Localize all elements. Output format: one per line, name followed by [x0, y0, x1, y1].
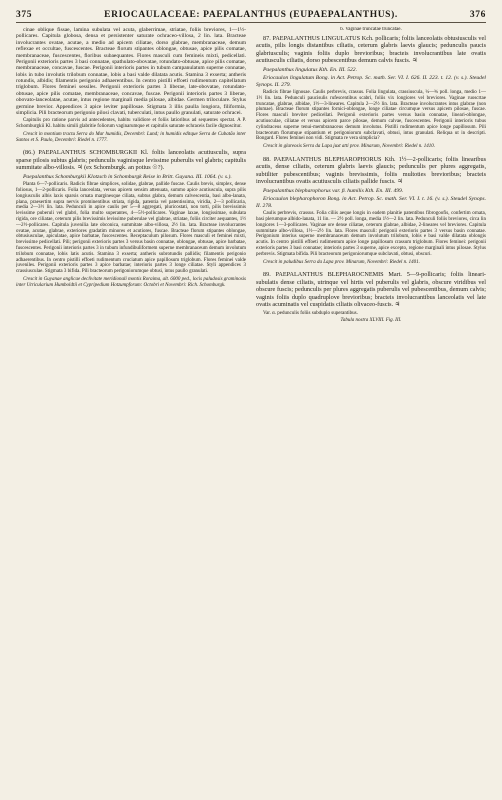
species-heading-87: 87. PAEPALANTHUS LINGULATUS Kch. pollicaris; foliis lanceolatis obtusiusculis vel acutis, pilis longis distantibus ciliatis, ceterum glabris laevis glaucis; pedunculis paucis glabriusculis; vaginis foliis duplo brevioribus; bracteis involucrantibus late ovatis acutiusculis ciliatis, dorso pubescentibus demum calvis fuscis. ♃ — [256, 34, 486, 65]
subsection-heading: b. Vaginae truncatae truncatae. — [340, 27, 402, 32]
species-heading-89: 89. PAEPALANTHUS BLEPHAROCNEMIS Mart. 5—9-pollicaris; foliis lineari-subulatis dense ciliatis, utrinque vel hirtis vel puberulis vel glabris, obscure viridibus vel obscure fuscis; pedunculis per plures aggregatis puberulis vel pubescentibus, demum calvis; vaginis foliis duplo quadruplove brevioribus; bracteis involucrantibus lanceolatis vel late ovatis acuminatis vel cuspidatis ciliatis olivaceo-fuscis. ♃ — [256, 271, 486, 309]
species-locality-88: Crescit in paludibus Serra da Lapa prov. Minarum, Novembri: Riedel n. 1401. — [263, 259, 420, 265]
right-column — [256, 27, 486, 795]
species-heading-86: (86.) PAEPALANTHUS SCHOMBURGKII Kl. foliis lanceolatis acutiusculis, supra sparse pilosis subtus glabris; pedunculis vaginisque levissime puberulis vel glabris; capitulis summitate albo-villosis. ♃ (ex Schomburgk. an potius ☉?). — [16, 149, 246, 172]
species-heading-88: 88. PAEPALANTHUS BLEPHAROPHORUS Kth. 1½—2-pollicaris; foliis linearibus acutis, dense ciliatis, ceterum glabris laevis glaucis; pedunculis per plures aggregatis, subtiliter pubescentibus; vaginis brevissimis, foliis multoties brevioribus; bracteis involucrantibus ovatis acutiusculis ciliatis pallide fuscis. ♃ — [256, 155, 486, 186]
species-description-88: Caulis perbrevis, crassus. Folia ciliis aeque longis in eadem planitie patentibus fibrogoofis, confertim ornata, basi plerumque albido-lanata, 11 lin. — 2½ poll. longa, media 1½—2 lin. lata. Pedunculi foliis breviores, circa lin longiores 1—3-pollicares. Vaginae ore dense ciliatae, ceterum glabrae, albidae, 2-lineares vel breviores. Capitula summitate albo-villosa, 1½—2½ lin. lata. Flores masculi: perigonii exterioris partes 3 versus basin connatae. Perigonium interius superne membranaceum demum involutum trilobum, lobis e basi valde dilatata oblongis acutis. In centro pistilli effoeti rudimentum apice longe papillosum crassum triglobum. Flores feminei: perigonii exterioris partes 3 basi connatae; interioris partes 3 superne, apice excepto, regione marginali intus pilosae. Stylus perbrevis. Stigmata bifida. Pili bracteorum perigoniorumque subclavati, obtusi, obscuri. — [256, 211, 486, 257]
running-head — [16, 10, 486, 23]
species-reference-87-b: Eriocaulon lingulatum Bong. in Act. Petrop. Sc. math. Ser. VI. I. 626. II. 223. t. 12. (v. s.). Steudel Synops. II. 279. — [256, 75, 486, 88]
species-reference-88-a: Paepalanthus blepharophorus var. β. humilis Kth. En. III. 499. — [263, 187, 404, 194]
species-description-86: Planta 6—7-pollicaris. Radicis fibrae simplices, solidae, glabrae, pallide fuscae. Caulis brevis, simplex, dense foliosus, 1—2-pollicaris. Folia lanceolata, versus apicem sensim attenuata, summo apice acutiuscula, supra pilis longiusculis albis laxis sparsis ornata marginesque ciliata, subtus glabra, demum calvescentia, basi albo-lanata, plana, praesertim supra nervis prominentibus striata, rigida, patentia vel patentissima, viridia, 2—3 pollicaria, media 2—3½ lin. lata. Pedunculi in apice caulis per 5—8 aggregati, pluricostati, non torti, pilis brevissimis levissime puberuli vel glabri, folia multo superantes, 4—5½-pollicares. Vaginae laxae, longissimae, subulata rigida, ore ciliatae, ceterum pilis brevissimis levissime puberulae vel glabrae, striatae, foliis circiter aequantes, 1½—2½-pollicares. Capitula juvenilia late obconica, summitate albo-villosa, 2½ lin. lata. Bracteae involucrantes ovatae, acutae, glabrae, exteriores gradatim minores et acutiores, fuscae. Bracteae florum stipantes oblongae, obtusiusculae, apiculatae, apice barbatae, fuscescentes. Receptaculum pilosum. Flores masculi et feminei mixti, brevissime pedicellati. Pili; perigonii exterioris partes 3 versus basin connatae, oblongae, obtusae, apice barbatae, fuscescentes. Perigonii interioris partes 3 in tubum infundibuliformem superne membranaceum demum involutum trilobum connatae, lobis latis acutis. Stamina 3 exserta; antheris subrotundis pallidis; filamentis perigonio adhaerentibus. In centro pistilli effoeti rudimentum cruciatum apice papillosum triglobum. Flores feminei valde juveniles. Perigonii exterioris partes 3 apice barbatae; interioris partes 3 longe ciliatae. Styli appendices 3 crassiusculae. Stigmata 3 bifida. Pili bracteorum perigoniorumque obtusi, intus paullo granulati. — [16, 182, 246, 275]
species-description-87: Radicis fibrae lignosae. Caulis perbrevis, crassus. Folia lingulata, crassiuscula, ¼—¾ poll. longa, medio 1—1½ lin. lata. Pedunculi paucisulis rufescentibus scabri, foliis vix longiores vel breviores. Vaginae ruoscrtae truncatae, glabrae, albidae, 1½—3-lineares. Capitula 2—2½ lin. lata. Bracteae involucrantes intus glabrae (non plumae). Bracteae florum stipantes fornici-oblongae, longe ciliatae circumque versus apicem pilosae, fuscae. Flores masculi breviter pedicellati. Perigonii exterioris partes versus basin connatae, lineari-oblongae, acutiusculae, ciliatae et versus apicem parce pilosae, demum calvae, fuscescentes. Perigonii interioris tubus cylindraceus superne tenui-membranaceus demum involutus. Pistilli rudimentum apice longe papillosum. Pili bracteorum florumque stipantium et perigoniorum subclavati, obtusi, intus granulati. Reliqua ut in descripti. Bongard. Flores feminei non vidi. Stigmata re vera simplicia? — [256, 90, 486, 142]
species-reference-86: Paepalanthus Schomburgkii Klotzsch in Schomburgk Reise in Britt. Guyana. III. 1064. (v. s.). — [23, 173, 232, 180]
species-locality-87: Crescit in glareosis Serra da Lapa juxt atti prov. Minarum, Novembri: Riedel n. 1410. — [263, 144, 435, 150]
description-paragraph: cinae oblique fissae, lamina subulata vel acuta, glaberrimae, striatae, foliis breviores, 1—1½-pollicares. Capitula globosa, densa et persistenter saturate ochraceo-villosa, 2 lin. lata. Bracteae involucrantes ovatae, acutae, a medio ad apicem ciliatae, dorso glabrae, membranaceae, demum reflexae et occultae, fuscescentes. Bracteae florum stipantes oblongae, obtusae, apice pilis comatae, membranaceae, fuscescentes, floribus subaequantes. Flores masculi cum femineis mixti, pedicellati. Perigonii exterioris partes 3 basi connatae, spathulato-obovatae, rotundato-obtusae, apice pilis comatae, membranaceae, concavae, fuscae. Perigonii interioris partes in tubum campanulatum superne connatae, lobis in tubo involutis trilobum connatae, lobis a basi valde dilatata acutis. Stamina 3 exserta; antheris rotundis, albidis; filamentis perigonio adhaerentibus. In centro pistilli effoeti rudimentum capitellatum triglobum. Flores feminei sessiles. Perigonii exterioris partes 3 liberae, late-obovatae, rotundato-obtusae, apice pilis comatae, membranaceae, concavae, fuscae. Perigonii interioris partes 3 liberae, obovato-lanceolatae, acutae, intus regione marginali media pilosae, albidae. Germen triloculare. Stylus germine brevior. Appendices 3 apice leviter papillosae. Stigmata 3 illis paulla longiora, filiformia, simplicia. Pili bracteorum perigonio pilosi clavati, tuberculati, intus paullo granulati, saturate ochracei. — [16, 27, 246, 116]
species-locality-86: Crescit in Guyanae anglicae declivitate meridionali montis Roraima, alt. 6000 ped., locis paludosis graminosis inter Utricularium Humboldtii et Cypripedium Hotzumpforum: Octobri et Novembri: Rich. Schomburgk. — [16, 276, 246, 288]
text-columns — [16, 27, 486, 795]
plate-reference: Tabula nostra XLVIII. Fig. III. — [340, 318, 402, 324]
locality-paragraph: Crescit in montium tractu Serra do Mar humidis, Decembri: Lund; in humidis editque Serra de Cubatão inter Santos et S. Paulo, Decembri: Riedel n. 1777. — [16, 131, 246, 143]
left-page-number: 375 — [16, 10, 33, 20]
left-column — [16, 27, 246, 795]
species-reference-88-b: Eriocaulon blepharophoron Bong. in Act. Petrop. Sc. math. Ser. VI. I. t. 16. (v. s.). Steudel Synops. II. 278. — [256, 196, 486, 209]
running-title: ERIOCAULACEAE: PAEPALANTHUS (EUPAEPALANTHUS). — [104, 10, 398, 20]
species-variety-89: Var. α. pedunculis foliis subduplo superantibus. — [263, 310, 358, 316]
right-page-number: 376 — [469, 10, 486, 20]
species-reference-87-a: Paepalanthus lingulatus Kth. En. III. 522. — [263, 66, 358, 73]
note-paragraph: Capitulis pro ratione parvis ad antecedentes, habitu validiore et foliis latioribus ad sequentes spectat. A P. Schomburgkii Kl. habitu simili glabritie foliorum vaginarumque et capitulis saturate ochraceis facile dignoscitur. — [16, 118, 246, 130]
